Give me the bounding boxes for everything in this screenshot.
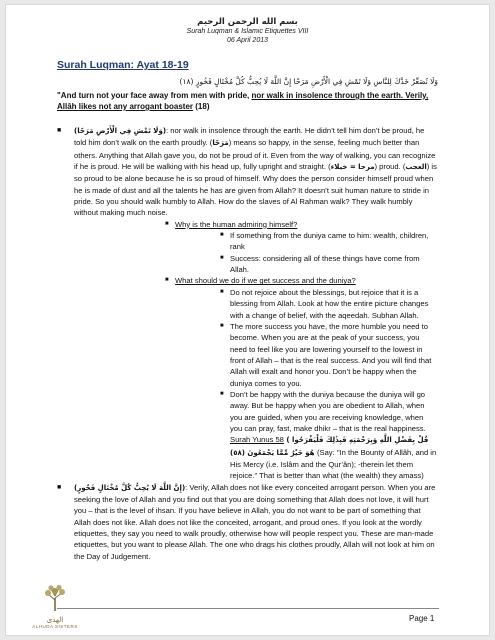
- bullet-icon: ■: [57, 483, 62, 491]
- document-body: [57, 125, 437, 562]
- bullet-icon: ■: [220, 390, 224, 397]
- alhuda-logo: [20, 584, 90, 629]
- bullet-icon: ■: [220, 322, 224, 329]
- bismillah: بسم الله الرحمن الرحيم: [197, 17, 298, 27]
- series-title: Surah Luqman & Islamic Etiquettes VIII: [186, 28, 309, 35]
- verse-arabic: وَلَا تُصَعِّرْ خَدَّكَ لِلنَّاسِ وَلَا تَمْشِ فِي الْأَرْضِ مَرَحًا إِنَّ اللَّهَ لَا يُحِبُّ كُلَّ مُخْتَالٍ فَخُورٍ (١٨): [179, 77, 438, 86]
- page-number: Page 1: [409, 614, 435, 623]
- logo-arabic: الهدى: [46, 616, 64, 624]
- bullet-icon: ■: [220, 288, 224, 295]
- page-header: [6, 17, 489, 45]
- list-item: ■ Success: considering all of these things have come from Allah.: [220, 253, 420, 275]
- list-item: ■ Don’t be happy with the duniya because the duniya will go away. But be happy when you are obedient to Allah, when you are guided, when you are receiving knowledge, when you can pray, fast, make dhikr – that is the real happiness. Surah Yunus 58 ( قُلْ بِفَضْلِ اللَّهِ وَبِرَحْمَتِهِ فَبِذَٰلِكَ فَلْيَفْرَحُوا هُوَ خَيْرٌ مِّمَّا يَجْمَعُونَ (٥٨) (Say: "In the Bounty of Allâh, and in His Mercy (i.e. Islâm and the Qur’ân); -therein let them rejoice." That is better than what (the wealth) they amass): [220, 389, 437, 481]
- list-item: ■ The more success you have, the more humble you need to become. When you are at the peak of your success, you need to feel like you are lowering yourself to the lowest in front of Allah – that is the real success. And you will find that Allah will exalt and honor you. Don’t be happy when the duniya comes to you.: [220, 321, 432, 388]
- logo-english: ALHUDA SISTERS: [32, 624, 78, 629]
- bullet-icon: ■: [220, 254, 224, 261]
- bullet-icon: ■: [57, 127, 62, 134]
- verse-english: "And turn not your face away from men with pride, nor walk in insolence through the earth. Verily, Allâh likes not any arrogant boaster (18): [57, 91, 429, 111]
- bullet-icon: ■: [220, 232, 224, 239]
- list-item: ■ If something from the duniya came to him: wealth, children, rank: [220, 231, 429, 252]
- header-date: 06 April 2013: [227, 37, 268, 44]
- bullet-walk-insolence: ■ (وَلَا تَمْشِ فِي الْأَرْضِ مَرَحًا): nor walk in insolence through the earth. He didn’t tell him don’t be proud, he told him don’t walk on the earth proudly. (مَرَحًا) means so happy, in the sense, feeling much better than others. Anything that Allah gave you, do not be proud of it. Even from the way of walking, you can recognize if he is proud. He will be walking with his head up, fully upright and straight. (مرحا = خيلاء) proud. (العجب) is so proud to be alone because he is so proud of himself. Why does the person consider himself proud when he is made of dust and all the talents he has are given from Allah? It doesn’t suit human nature to stride in pride. So you should walk humbly to Allah. How do the slaves of Al Rahman walk? They walk humbly without making much noise.: [57, 126, 437, 218]
- list-item: ■ Do not rejoice about the blessings, but rejoice that it is a blessing from Allah. Look at how the entire picture changes with a change of belief, with the aqeedah. Subhan Allah.: [220, 287, 429, 320]
- sub-heading-success: ■ What should we do if we get success and the duniya?: [165, 276, 356, 286]
- surah-yunus-reference: Surah Yunus 58: [230, 435, 284, 445]
- section-title: Surah Luqman: Ayat 18-19: [57, 59, 189, 71]
- bullet-allah-does-not-like: ■ (إِنَّ اللَّهَ لَا يُحِبُّ كُلَّ مُخْتَالٍ فَخُورٍ): Verily, Allah does not like every conceited arrogant person. When you are seeking the love of Allah and you find out that you are doing something that Allah does not love, it will hurt you – that is the level of ihsan. If you have believe in Allah, you do not want to be part of something that Allah does not like. Allah does not like the conceited, arrogant, and proud ones. If you look at the wordly etiquettes, they say you need to walk proudly, otherwise how will people respect you. These are man-made etiquettes, but you want to please Allah. The one who drags his clothes proudly, Allah will not look at him on the Day of Judgement.: [57, 482, 436, 561]
- sub-heading-admiring: ■ Why is the human admiring himself?: [165, 219, 298, 229]
- bullet-icon: ■: [165, 277, 169, 284]
- bullet-icon: ■: [165, 220, 169, 227]
- footer-divider: [57, 608, 439, 609]
